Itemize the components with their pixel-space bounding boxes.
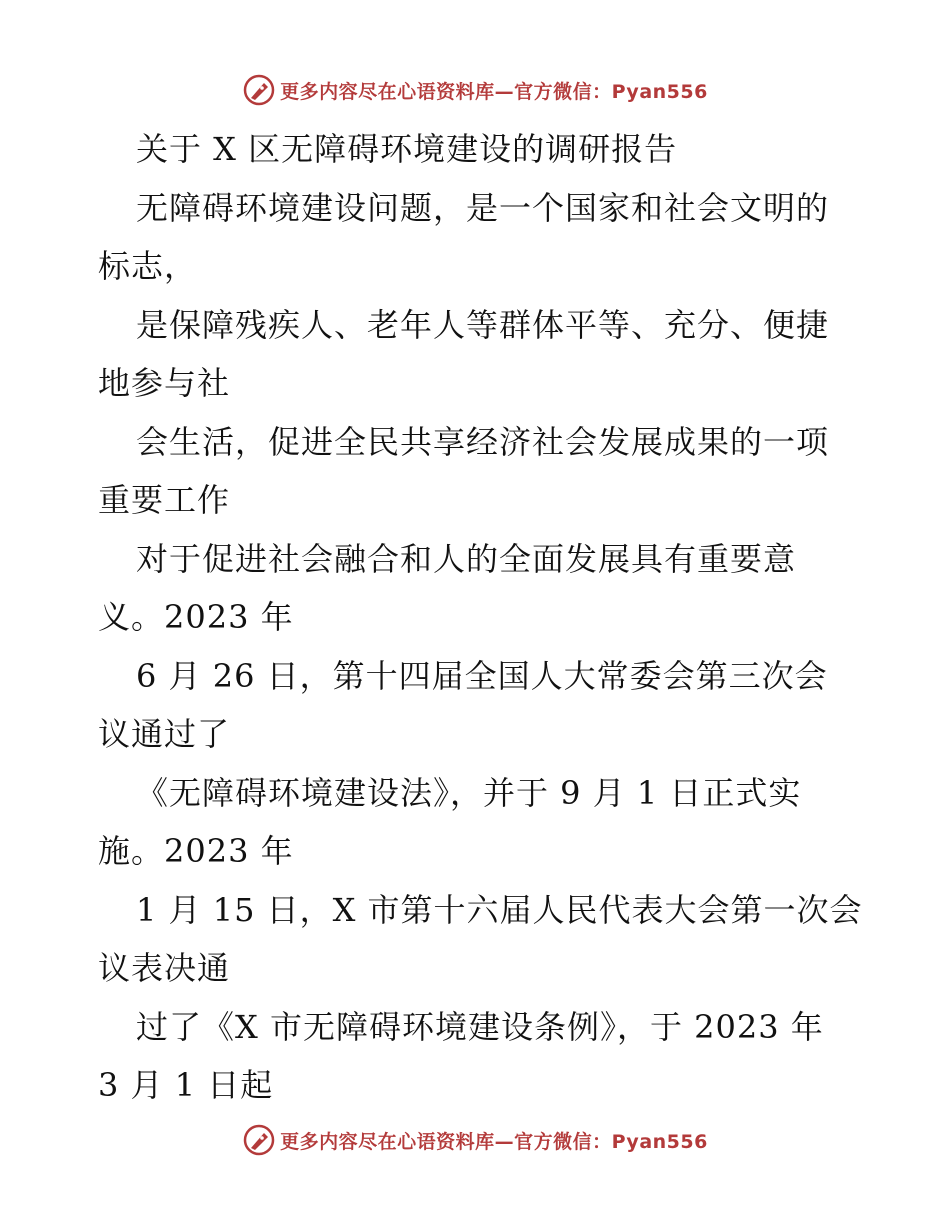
text-line: 《无障碍环境建设法》，并于 9 月 1 日正式实	[136, 773, 802, 812]
text-line: 议表决通	[98, 949, 231, 987]
text-line: 重要工作	[98, 481, 231, 519]
text-line: 是保障残疾人、老年人等群体平等、充分、便捷	[136, 305, 830, 344]
header-watermark-text: 更多内容尽在心语资料库—官方微信：Pyan556	[280, 80, 708, 103]
text-line: 1 月 15 日，X 市第十六届人民代表大会第一次会	[136, 890, 863, 929]
text-line: 议通过了	[98, 715, 231, 753]
text-line: 标志，	[98, 247, 198, 285]
text-line: 6 月 26 日，第十四届全国人大常委会第三次会	[136, 656, 828, 695]
text-line: 关于 X 区无障碍环境建设的调研报告	[136, 130, 678, 168]
text-line: 3 月 1 日起	[98, 1066, 274, 1104]
document-body	[98, 120, 863, 1115]
text-line: 施。2023 年	[98, 832, 294, 870]
footer-watermark-text: 更多内容尽在心语资料库—官方微信：Pyan556	[280, 1130, 708, 1153]
pen-nib-logo-icon	[242, 1123, 276, 1157]
text-line: 地参与社	[98, 364, 231, 402]
footer-watermark	[0, 1120, 950, 1160]
text-line: 对于促进社会融合和人的全面发展具有重要意	[136, 539, 797, 578]
pen-nib-logo-icon	[242, 73, 276, 107]
text-line: 过了《X 市无障碍环境建设条例》，于 2023 年	[136, 1007, 824, 1046]
text-line: 义。2023 年	[98, 598, 294, 636]
text-line: 会生活，促进全民共享经济社会发展成果的一项	[136, 422, 830, 461]
text-line: 无障碍环境建设问题，是一个国家和社会文明的	[136, 188, 830, 227]
header-watermark	[0, 70, 950, 110]
